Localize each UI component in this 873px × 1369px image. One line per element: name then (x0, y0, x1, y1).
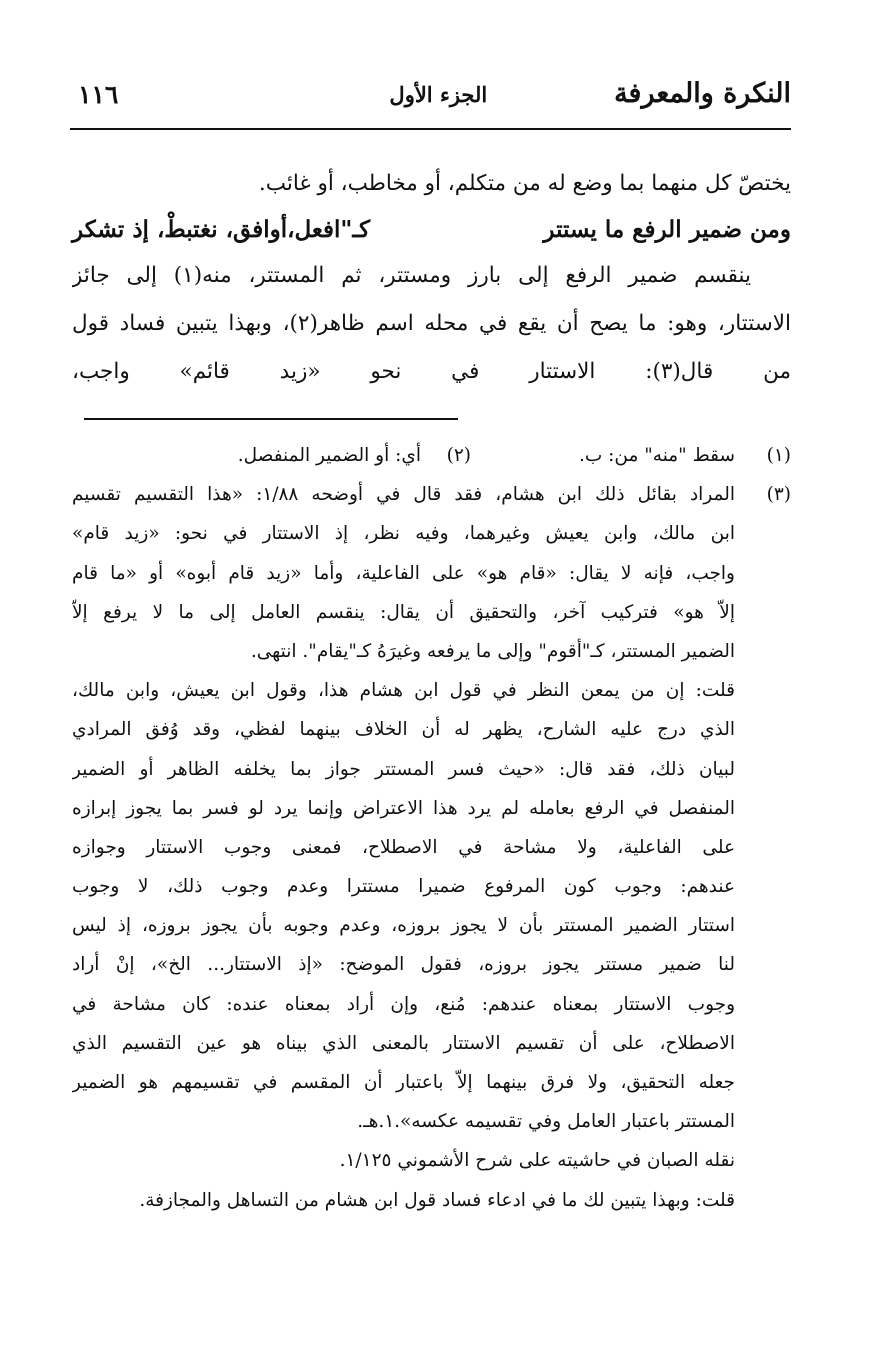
commentary-line: قلت: وبهذا يتبين لك ما في ادعاء فساد قول ابن هشام من التساهل والمجازفة. (139, 1189, 735, 1211)
footnote-divider (84, 418, 458, 420)
main-line: من قال(٣): الاستتار في نحو «زيد قائم» واجب، (72, 359, 791, 384)
commentary-line: وجوب الاستتار بمعناه عندهم: مُنع، وإن أراد بمعناه عنده: كان مشاحة في (72, 993, 735, 1015)
commentary-row (72, 985, 791, 1024)
main-line: يختصّ كل منهما بما وضع له من متكلم، أو مخاطب، أو غائب. (258, 171, 791, 196)
commentary-line: على الفاعلية، ولا مشاحة في الاصطلاح، فمعنى وجوب الاستتار وجوازه (72, 836, 735, 858)
commentary-line: المستتر باعتبار العامل وفي تقسيمه عكسه».١.هـ. (357, 1111, 735, 1133)
commentary-line: المنفصل في الرفع بعامله لم يرد هذا الاعتراض وإنما يرد لو فسر بما يجوز إبرازه (72, 797, 735, 819)
footnote-text: سقط "منه" من: ب. (578, 445, 735, 466)
main-line: الاستتار، وهو: ما يصح أن يقع في محله اسم ظاهر(٢)، وبهذا يتبين فساد قول (72, 311, 791, 336)
footnote-text: أي: أو الضمير المنفصل. (237, 445, 421, 466)
footnote-row (72, 593, 791, 632)
main-line: ينقسم ضمير الرفع إلى بارز ومستتر، ثم المستتر، منه(١) إلى جائز (72, 263, 751, 288)
footnote-number: (١) (766, 445, 791, 466)
footnote-line: المراد بقائل ذلك ابن هشام، فقد قال في أوضحه ١/٨٨: «هذا التقسيم تقسيم (72, 484, 735, 506)
main-text (72, 160, 791, 396)
commentary-row (72, 1102, 791, 1141)
commentary-line: الاصطلاح، على أن تقسيم الاستتار بالمعنى الذي بيناه هو عين التقسيم الذي (72, 1032, 735, 1054)
footnote-row (72, 554, 791, 593)
footnote-row (72, 436, 791, 475)
footnotes (72, 436, 791, 1220)
commentary-row (72, 1141, 791, 1180)
commentary-line: جعله التحقيق، ولا فرق بينهما إلاّ باعتبار أن المقسم في تقسيمهم هو الضمير (72, 1072, 735, 1093)
header-divider (70, 128, 791, 130)
running-header (70, 78, 791, 124)
commentary-line: الذي درج عليه الشارح، يظهر له أن الخلاف بينهما لفظي، وقد وُفق المرادي (72, 719, 735, 741)
commentary-row (72, 945, 791, 984)
commentary-row (72, 750, 791, 789)
commentary-line: عندهم: وجوب كون المرفوع ضميرا مستترا وعدم وجوب ذلك، لا وجوب (72, 876, 735, 898)
commentary-row (72, 789, 791, 828)
footnote-line: ابن مالك، وابن يعيش وغيرهما، وفيه نظر، إذ الاستتار في نحو: «زيد قام» (72, 523, 735, 545)
commentary-row (72, 828, 791, 867)
footnote-number: (٢) (446, 445, 471, 466)
verse-line (72, 208, 791, 252)
commentary-row (72, 906, 791, 945)
commentary-line: نقله الصبان في حاشيته على شرح الأشموني ١/١٢٥. (339, 1150, 735, 1172)
commentary-line: استتار الضمير المستتر بأن لا يجوز بروزه، وعدم وجوبه بأن يجوز بروزه، إذ ليس (72, 915, 735, 937)
commentary-line: لنا ضمير مستتر يجوز بروزه، فقول الموضح: «إذ الاستتار... الخ»، إنْ أراد (72, 954, 735, 976)
commentary-row (72, 1024, 791, 1063)
footnote-row (72, 514, 791, 553)
volume-label: الجزء الأول (389, 82, 488, 107)
page-number: ١١٦ (78, 80, 119, 109)
verse-first-hemistich: ومن ضمير الرفع ما يستتر (543, 216, 791, 243)
commentary-line: قلت: إن من يمعن النظر في قول ابن هشام هذا، وقول ابن يعيش، وابن مالك، (72, 680, 735, 702)
footnote-number: (٣) (766, 484, 791, 506)
footnote-line: واجب، فإنه لا يقال: «قام هو» على الفاعلية، وأما «زيد قام أبوه» أو «ما قام (72, 562, 735, 584)
footnote-row (72, 632, 791, 671)
commentary-row (72, 867, 791, 906)
commentary-row (72, 710, 791, 749)
commentary-row (72, 1181, 791, 1220)
footnote-line: الضمير المستتر، كـ"أقوم" وإلى ما يرفعه وغيرَهُ كـ"يقام". انتهى. (250, 640, 735, 662)
footnote-row (72, 475, 791, 514)
footnote-line: إلاّ هو» فتركيب آخر، والتحقيق أن يقال: ينقسم العامل إلى ما لا يرفع إلاّ (72, 601, 735, 623)
commentary-row (72, 671, 791, 710)
chapter-title: النكرة والمعرفة (614, 78, 791, 109)
verse-second-hemistich: كـ"افعل،أوافق، نغتبطْ، إذ تشكر (72, 216, 371, 243)
commentary-row (72, 1063, 791, 1102)
commentary-line: لبيان ذلك، فقد قال: «حيث فسر المستتر جواز بما يخلفه الظاهر أو الضمير (72, 758, 735, 780)
